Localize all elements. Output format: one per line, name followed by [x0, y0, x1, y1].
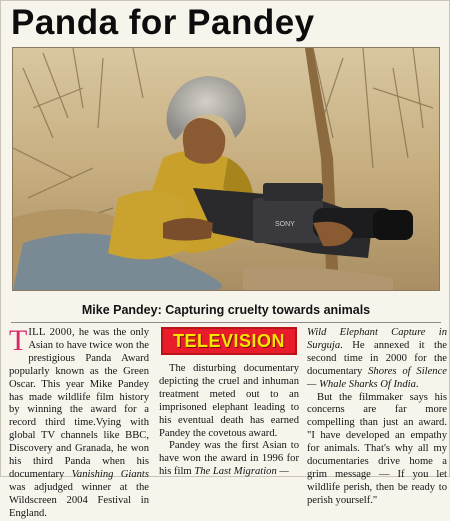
body-text: he was the only Asian to have twice won the prestigious Panda Award popularly known as the Green Oscar. This year Mike Pandey has made wildlife film history by winning the award for a record third time.Vying with global TV channels like BBC, Discovery and Granada, he won his third Panda when his documentary — [9, 327, 149, 480]
article-column-3 — [307, 327, 447, 506]
divider-rule — [11, 322, 441, 323]
body-text: . — [415, 378, 419, 390]
film-title: Wild Elephant Capture in Surguja — [307, 327, 447, 351]
lead-in-text: ILL 2000, — [28, 327, 75, 338]
article-column-2 — [159, 327, 299, 478]
column-2-paragraph-2 — [159, 440, 299, 479]
article-headline: Panda for Pandey — [11, 3, 315, 42]
article-column-1 — [9, 324, 149, 519]
column-3-paragraph-2: But the filmmaker says his concerns are far more compelling than just an award. "I have developed an empathy for animals. That's why all my documentaries drive home a grim message — If you let wildlife perish, then be ready to perish yourself." — [307, 391, 447, 506]
drop-cap: T — [9, 324, 28, 357]
photo-illustration — [13, 48, 439, 290]
body-text: Pandey was the first Asian to have won the award in 1996 for his film — [159, 440, 299, 478]
column-3-paragraph-1 — [307, 327, 447, 392]
film-title: Vanishing Giants — [71, 468, 149, 480]
svg-text:SONY: SONY — [275, 221, 295, 228]
body-text: . He annexed it the second time in 2000 for the documentary — [307, 339, 447, 377]
column-2-paragraph-1: The disturbing documentary depicting the cruel and inhuman treatment meted out to an imprisoned elephant leading to his eventual death has earned Pandey the covetous award. — [159, 363, 299, 439]
film-title: The Last Migration — — [194, 466, 289, 478]
television-section-banner: TELEVISION — [161, 327, 297, 355]
photo-caption: Mike Pandey: Capturing cruelty towards animals — [81, 303, 371, 317]
film-title: Shores of Silence — Whale Sharks Of India — [307, 365, 447, 390]
column-1-paragraph — [9, 324, 149, 521]
body-text: was adjudged winner at the Wildscreen 2004 Festival in England. — [9, 481, 149, 519]
article-photo — [12, 47, 440, 291]
